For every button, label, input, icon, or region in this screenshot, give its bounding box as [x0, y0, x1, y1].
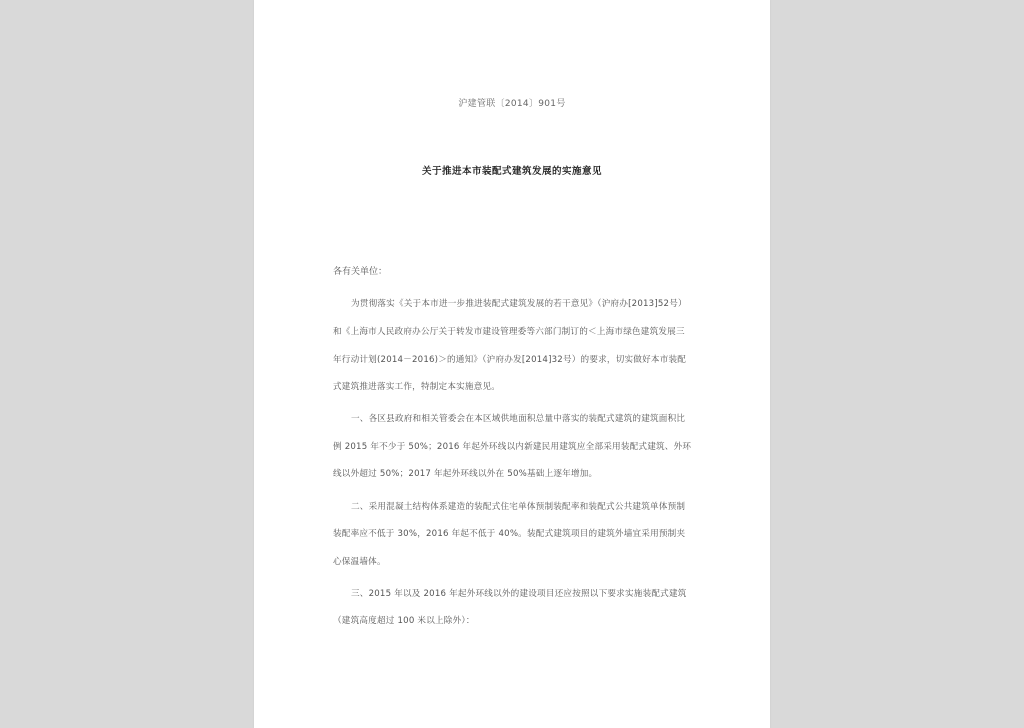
paragraph-line: 装配率应不低于 30%，2016 年起不低于 40%。装配式建筑项目的建筑外墙宜采用预制夹 — [333, 529, 686, 539]
paragraph-line: 心保温墙体。 — [333, 557, 386, 567]
salutation: 各有关单位： — [333, 267, 388, 277]
document-title: 关于推进本市装配式建筑发展的实施意见 — [421, 166, 602, 177]
paragraph-line: （建筑高度超过 100 米以上除外）： — [333, 616, 475, 626]
paragraph-line: 为贯彻落实《关于本市进一步推进装配式建筑发展的若干意见》（沪府办[2013]52号） — [351, 299, 687, 309]
paragraph-line: 和《上海市人民政府办公厅关于转发市建设管理委等六部门制订的＜上海市绿色建筑发展三 — [333, 327, 685, 337]
document-page — [254, 0, 770, 728]
paragraph-line: 三、2015 年以及 2016 年起外环线以外的建设项目还应按照以下要求实施装配式建筑 — [351, 589, 687, 599]
paragraph-line: 年行动计划(2014－2016)＞的通知》（沪府办发[2014]32号）的要求，切实做好本市装配 — [333, 355, 687, 365]
paragraph-line: 式建筑推进落实工作，特制定本实施意见。 — [333, 382, 501, 392]
paragraph-line: 线以外超过 50%；2017 年起外环线以外在 50%基础上逐年增加。 — [333, 469, 598, 479]
paragraph-line: 例 2015 年不少于 50%；2016 年起外环线以内新建民用建筑应全部采用装配式建筑、外环 — [333, 442, 692, 452]
document-number: 沪建管联〔2014〕901号 — [458, 99, 566, 109]
paragraph-line: 一、各区县政府和相关管委会在本区域供地面积总量中落实的装配式建筑的建筑面积比 — [351, 414, 686, 424]
paragraph-line: 二、采用混凝土结构体系建造的装配式住宅单体预制装配率和装配式公共建筑单体预制 — [351, 502, 686, 512]
